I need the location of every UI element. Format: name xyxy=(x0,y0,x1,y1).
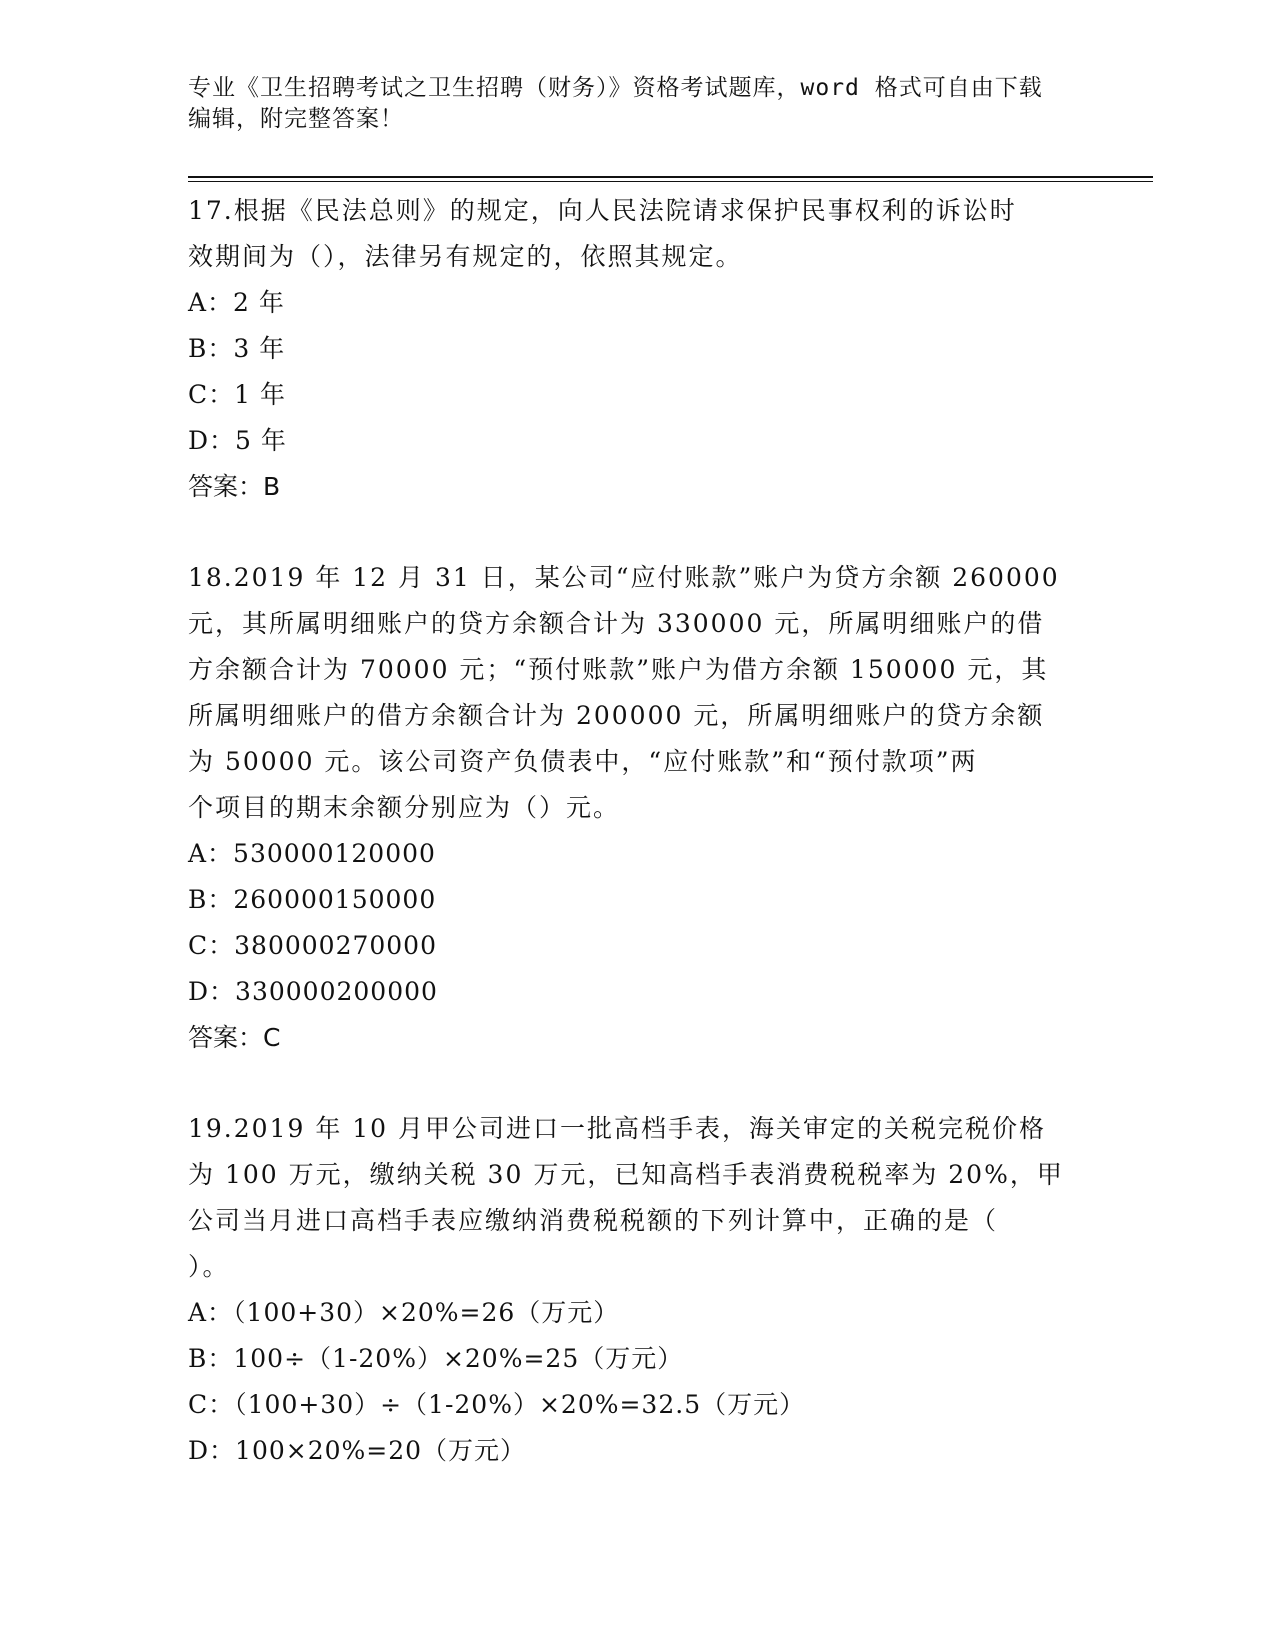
option-b: B：100÷（1-20%）×20%=25（万元） xyxy=(188,1344,684,1373)
question-stem-line: 效期间为（），法律另有规定的，依照其规定。 xyxy=(188,242,743,271)
question-list xyxy=(188,188,1078,1519)
document-header xyxy=(188,73,1088,135)
question-stem-line: 为 100 万元，缴纳关税 30 万元，已知高档手表消费税税率为 20%，甲 xyxy=(188,1160,1064,1189)
option-c: C：1 年 xyxy=(188,380,286,409)
question-19 xyxy=(188,1106,1078,1474)
answer-line: 答案：C xyxy=(188,1023,281,1052)
option-a: A：（100+30）×20%=26（万元） xyxy=(188,1298,620,1327)
header-line-1: 专业《卫生招聘考试之卫生招聘（财务）》资格考试题库，word 格式可自由下载 xyxy=(188,75,1043,101)
question-stem-line: 所属明细账户的借方余额合计为 200000 元，所属明细账户的贷方余额 xyxy=(188,701,1045,730)
option-c: C：（100+30）÷（1-20%）×20%=32.5（万元） xyxy=(188,1390,806,1419)
question-stem-line: 方余额合计为 70000 元；“预付账款”账户为借方余额 150000 元，其 xyxy=(188,655,1049,684)
question-stem-line: ）。 xyxy=(188,1252,230,1281)
option-d: D：330000200000 xyxy=(188,977,438,1006)
option-d: D：100×20%=20（万元） xyxy=(188,1436,527,1465)
question-18 xyxy=(188,555,1078,1061)
header-divider-thick xyxy=(188,176,1153,178)
option-d: D：5 年 xyxy=(188,426,287,455)
question-stem-line: 个项目的期末余额分别应为（）元。 xyxy=(188,793,621,822)
question-stem-line: 17.根据《民法总则》的规定，向人民法院请求保护民事权利的诉讼时 xyxy=(188,196,1017,225)
question-stem-line: 19.2019 年 10 月甲公司进口一批高档手表，海关审定的关税完税价格 xyxy=(188,1114,1047,1143)
question-stem-line: 公司当月进口高档手表应缴纳消费税税额的下列计算中，正确的是（ xyxy=(188,1206,999,1235)
question-stem-line: 18.2019 年 12 月 31 日，某公司“应付账款”账户为贷方余额 260000 xyxy=(188,563,1060,592)
question-17 xyxy=(188,188,1078,510)
question-stem-line: 为 50000 元。该公司资产负债表中，“应付账款”和“预付款项”两 xyxy=(188,747,978,776)
header-line-2: 编辑，附完整答案！ xyxy=(188,106,404,132)
header-divider-thin xyxy=(188,181,1153,182)
option-b: B：260000150000 xyxy=(188,885,437,914)
question-stem-line: 元，其所属明细账户的贷方余额合计为 330000 元，所属明细账户的借 xyxy=(188,609,1045,638)
option-b: B：3 年 xyxy=(188,334,286,363)
answer-line: 答案：B xyxy=(188,472,281,501)
option-c: C：380000270000 xyxy=(188,931,437,960)
option-a: A：2 年 xyxy=(188,288,285,317)
option-a: A：530000120000 xyxy=(188,839,436,868)
